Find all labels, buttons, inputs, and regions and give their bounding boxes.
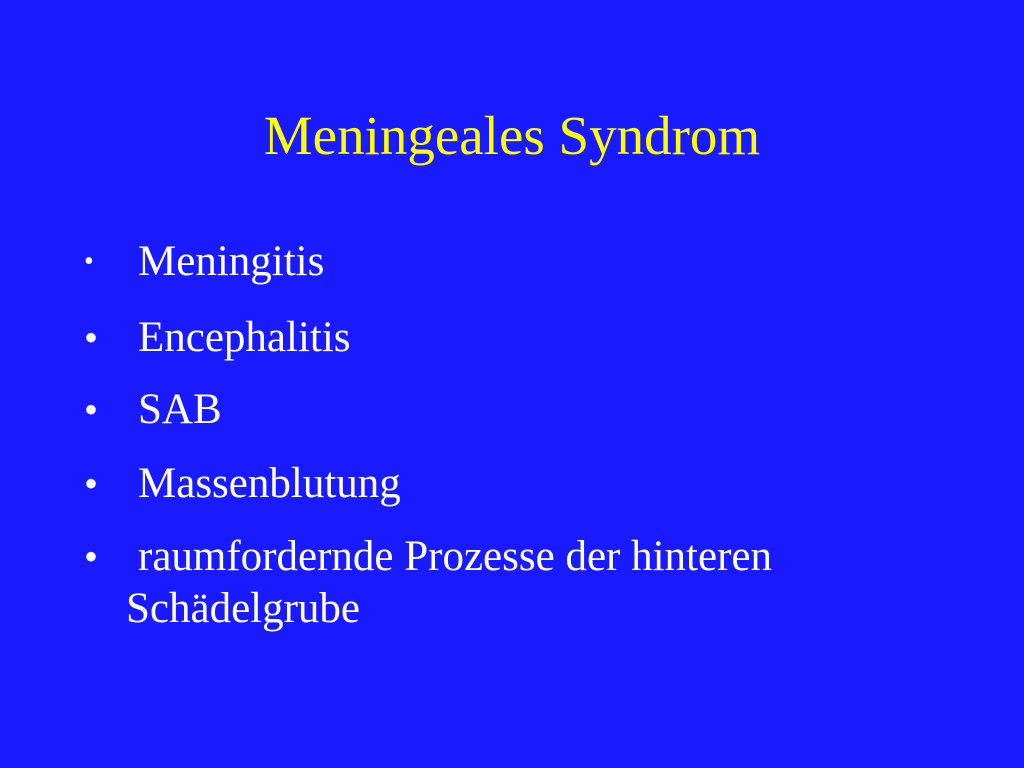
bullet-item-meningitis bbox=[0, 236, 1000, 288]
bullet-text: Encephalitis bbox=[138, 314, 351, 361]
bullet-icon: • bbox=[84, 461, 99, 506]
bullet-icon: • bbox=[84, 534, 99, 579]
bullet-item-sab bbox=[0, 384, 1000, 436]
bullet-icon: • bbox=[84, 315, 99, 360]
bullet-text: Meningitis bbox=[138, 238, 325, 285]
slide-title: Meningeales Syndrom bbox=[263, 105, 761, 166]
bullet-text: Massenblutung bbox=[138, 460, 401, 507]
bullet-item-massenblutung bbox=[0, 458, 1000, 510]
bullet-item-encephalitis bbox=[0, 312, 1000, 364]
bullet-item-raumfordernde-prozesse bbox=[0, 531, 1000, 635]
bullet-icon: • bbox=[84, 246, 94, 277]
bullet-icon: • bbox=[84, 387, 99, 432]
bullet-text: SAB bbox=[138, 386, 222, 433]
bullet-continuation-text: Schädelgrube bbox=[126, 585, 361, 632]
bullet-text: raumfordernde Prozesse der hinteren bbox=[138, 533, 772, 580]
